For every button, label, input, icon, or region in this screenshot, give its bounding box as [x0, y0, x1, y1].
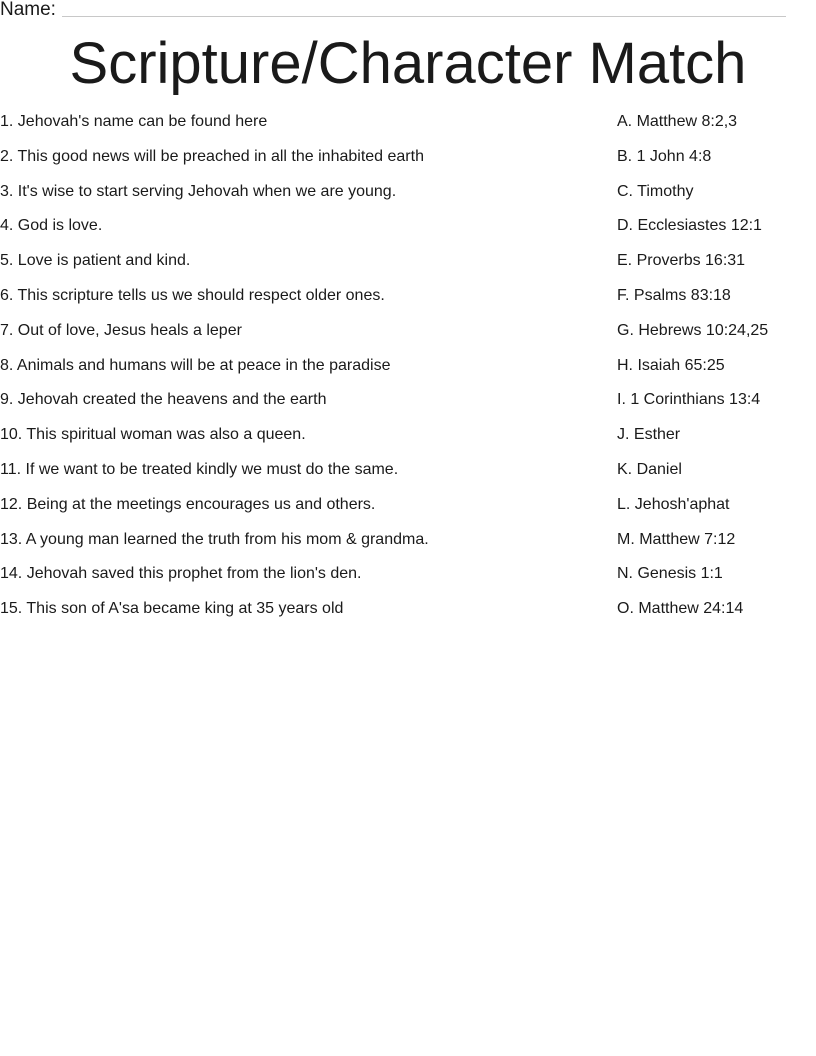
answer-list — [617, 112, 812, 634]
question-item: 7. Out of love, Jesus heals a leper — [0, 321, 242, 339]
page-title: Scripture/Character Match — [69, 31, 747, 96]
answer-item: O. Matthew 24:14 — [617, 600, 744, 618]
question-item: 8. Animals and humans will be at peace in the paradise — [0, 356, 391, 374]
question-item: 15. This son of A'sa became king at 35 years old — [0, 600, 344, 618]
question-item: 5. Love is patient and kind. — [0, 252, 191, 270]
question-item: 13. A young man learned the truth from his mom & grandma. — [0, 530, 429, 548]
question-item: 10. This spiritual woman was also a queen. — [0, 426, 306, 444]
question-item: 12. Being at the meetings encourages us and others. — [0, 495, 376, 513]
answer-item: H. Isaiah 65:25 — [617, 356, 725, 374]
answer-item: K. Daniel — [617, 460, 682, 478]
question-item: 11. If we want to be treated kindly we must do the same. — [0, 460, 399, 478]
answer-item: N. Genesis 1:1 — [617, 565, 723, 583]
question-list — [0, 112, 600, 634]
question-item: 2. This good news will be preached in all the inhabited earth — [0, 147, 424, 165]
name-line[interactable] — [62, 16, 786, 17]
answer-item: M. Matthew 7:12 — [617, 530, 736, 548]
question-item: 1. Jehovah's name can be found here — [0, 113, 268, 130]
answer-item: A. Matthew 8:2,3 — [617, 113, 738, 130]
answer-item: J. Esther — [617, 426, 681, 444]
question-item: 14. Jehovah saved this prophet from the lion's den. — [0, 565, 362, 583]
question-item: 3. It's wise to start serving Jehovah when we are young. — [0, 182, 397, 200]
name-label: Name: — [0, 0, 56, 20]
question-item: 6. This scripture tells us we should respect older ones. — [0, 286, 385, 304]
answer-item: B. 1 John 4:8 — [617, 147, 712, 165]
answer-item: D. Ecclesiastes 12:1 — [617, 217, 762, 235]
question-item: 4. God is love. — [0, 217, 103, 235]
name-row — [0, 0, 786, 20]
answer-item: I. 1 Corinthians 13:4 — [617, 391, 761, 409]
question-item: 9. Jehovah created the heavens and the earth — [0, 391, 327, 409]
answer-item: G. Hebrews 10:24,25 — [617, 321, 769, 339]
answer-item: L. Jehosh'aphat — [617, 495, 730, 513]
answer-item: C. Timothy — [617, 182, 694, 200]
answer-item: F. Psalms 83:18 — [617, 286, 731, 304]
answer-item: E. Proverbs 16:31 — [617, 252, 746, 270]
